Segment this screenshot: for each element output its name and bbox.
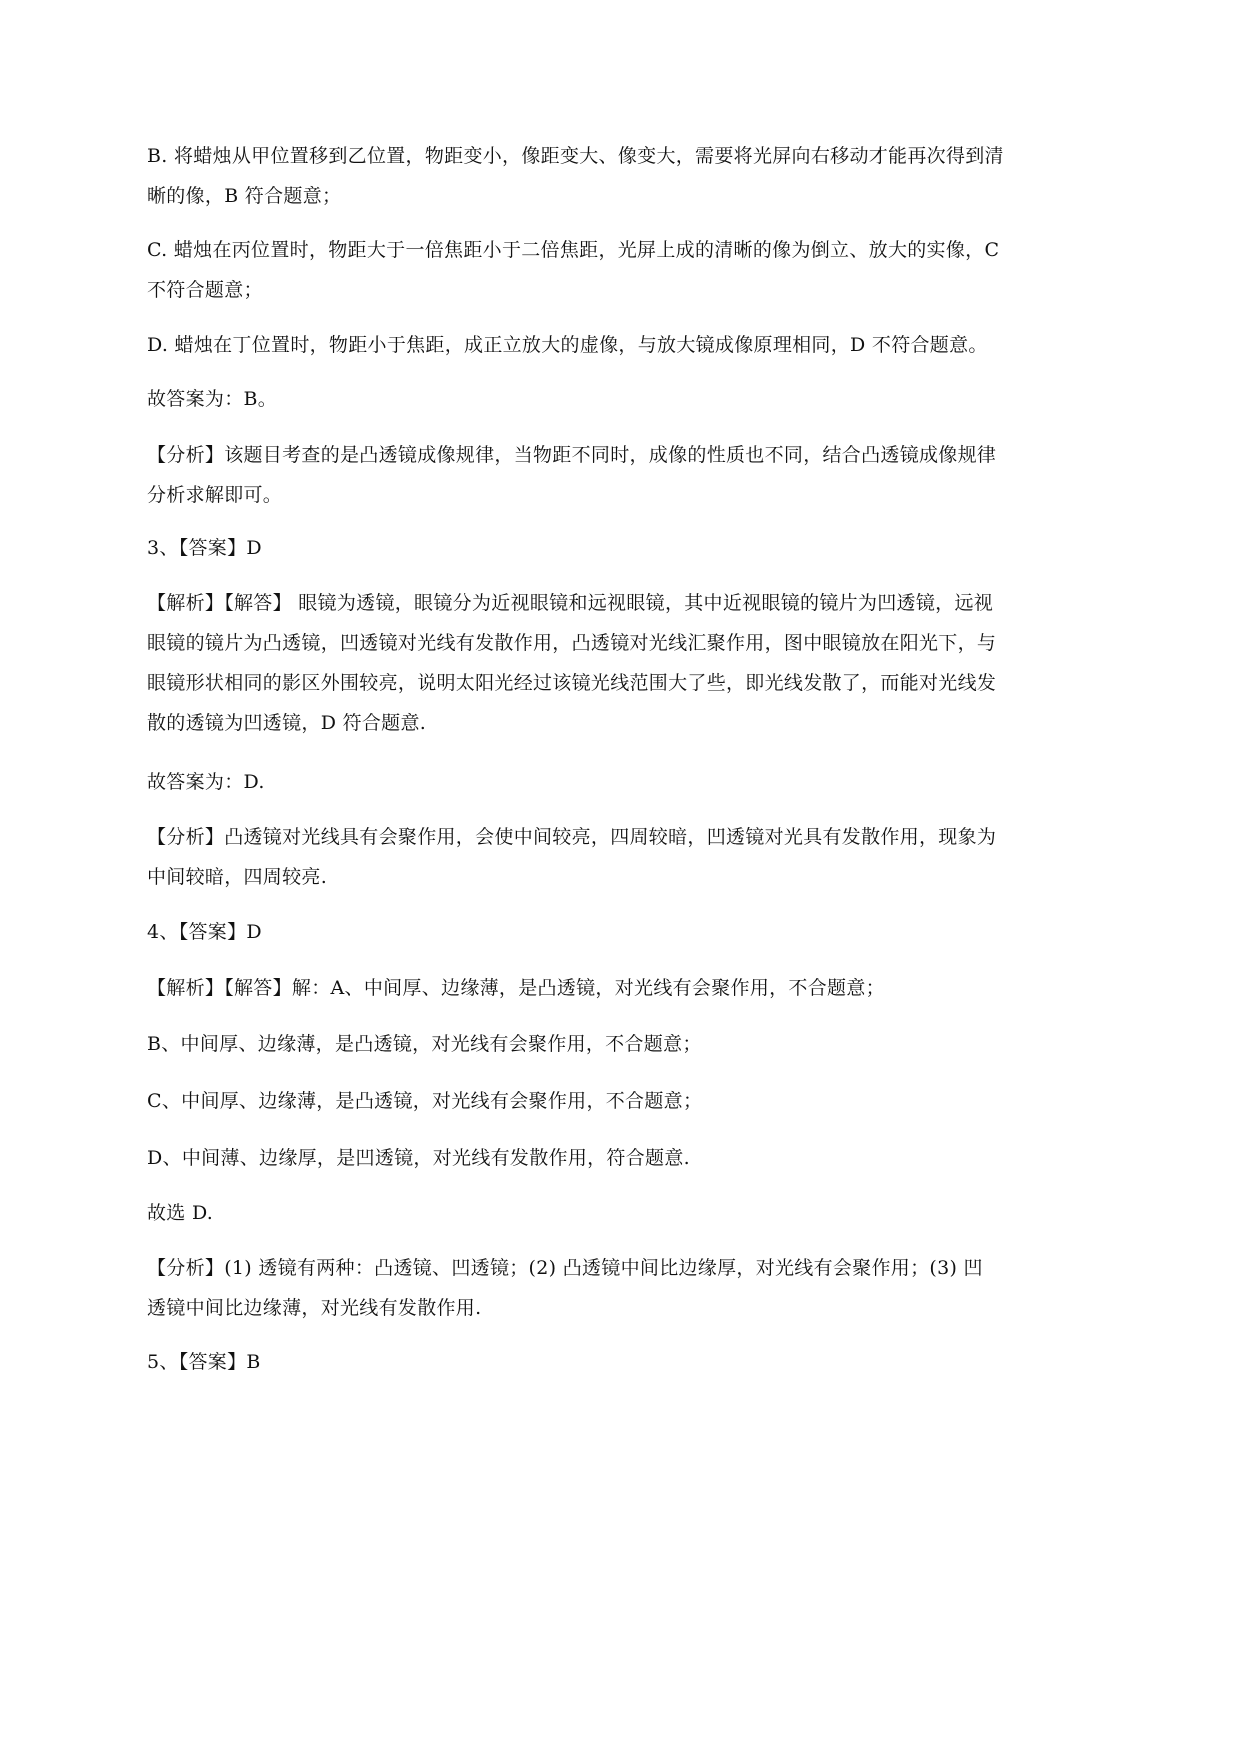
text-line: C. 蜡烛在丙位置时，物距大于一倍焦距小于二倍焦距，光屏上成的清晰的像为倒立、放大的实像，C <box>147 239 1000 261</box>
text-line: 【分析】凸透镜对光线具有会聚作用，会使中间较亮，四周较暗，凹透镜对光具有发散作用，现象为 <box>147 826 997 848</box>
option-d-explanation <box>147 325 1087 365</box>
text-line: 故选 D. <box>147 1202 214 1224</box>
text-line: 分析求解即可。 <box>147 484 283 506</box>
text-line: 中间较暗，四周较亮. <box>147 866 328 888</box>
text-line: 眼镜形状相同的影区外围较亮，说明太阳光经过该镜光线范围大了些，即光线发散了，而能对光线发 <box>147 672 997 694</box>
option-b-explanation <box>147 136 1087 216</box>
answer-statement <box>147 762 1087 802</box>
text-line: 故答案为：D. <box>147 771 265 793</box>
text-line: 眼镜的镜片为凸透镜，凹透镜对光线有发散作用，凸透镜对光线汇聚作用，图中眼镜放在阳光下，与 <box>147 632 997 654</box>
text-line: 透镜中间比边缘薄，对光线有发散作用. <box>147 1297 482 1319</box>
text-line: 【解析】【解答】 眼镜为透镜，眼镜分为近视眼镜和远视眼镜，其中近视眼镜的镜片为凹透镜，远视 <box>147 592 994 614</box>
text-line: 不符合题意； <box>147 279 263 301</box>
question-5-answer <box>147 1342 1087 1382</box>
text-line: C、中间厚、边缘薄，是凸透镜，对光线有会聚作用，不合题意； <box>147 1090 703 1112</box>
question-3-solution <box>147 583 1087 743</box>
question-4-solution-c <box>147 1081 1087 1121</box>
answer-statement <box>147 379 1087 419</box>
analysis-paragraph <box>147 1248 1087 1328</box>
analysis-paragraph <box>147 435 1087 515</box>
option-c-explanation <box>147 230 1087 310</box>
text-line: 晰的像，B 符合题意； <box>147 185 342 207</box>
text-line: 【分析】(1) 透镜有两种：凸透镜、凹透镜；(2) 凸透镜中间比边缘厚，对光线有会聚作用；(3) 凹 <box>147 1257 983 1279</box>
text-line: 3、【答案】D <box>147 537 262 559</box>
text-line: B. 将蜡烛从甲位置移到乙位置，物距变小，像距变大、像变大，需要将光屏向右移动才能再次得到清 <box>147 145 1004 167</box>
text-line: 5、【答案】B <box>147 1351 261 1373</box>
text-line: 散的透镜为凹透镜，D 符合题意. <box>147 712 427 734</box>
text-line: D. 蜡烛在丁位置时，物距小于焦距，成正立放大的虚像，与放大镜成像原理相同，D 不符合题意。 <box>147 334 988 356</box>
text-line: 【解析】【解答】解：A、中间厚、边缘薄，是凸透镜，对光线有会聚作用，不合题意； <box>147 977 885 999</box>
text-line: 【分析】该题目考查的是凸透镜成像规律，当物距不同时，成像的性质也不同，结合凸透镜成像规律 <box>147 444 997 466</box>
question-3-answer <box>147 528 1087 568</box>
question-4-solution-b <box>147 1024 1087 1064</box>
question-4-answer <box>147 912 1087 952</box>
answer-statement <box>147 1193 1087 1233</box>
question-4-solution-d <box>147 1138 1087 1178</box>
text-line: D、中间薄、边缘厚，是凹透镜，对光线有发散作用，符合题意. <box>147 1147 690 1169</box>
text-line: 4、【答案】D <box>147 921 262 943</box>
text-line: 故答案为：B。 <box>147 388 278 410</box>
question-4-solution-a <box>147 968 1087 1008</box>
text-line: B、中间厚、边缘薄，是凸透镜，对光线有会聚作用，不合题意； <box>147 1033 702 1055</box>
analysis-paragraph <box>147 817 1087 897</box>
